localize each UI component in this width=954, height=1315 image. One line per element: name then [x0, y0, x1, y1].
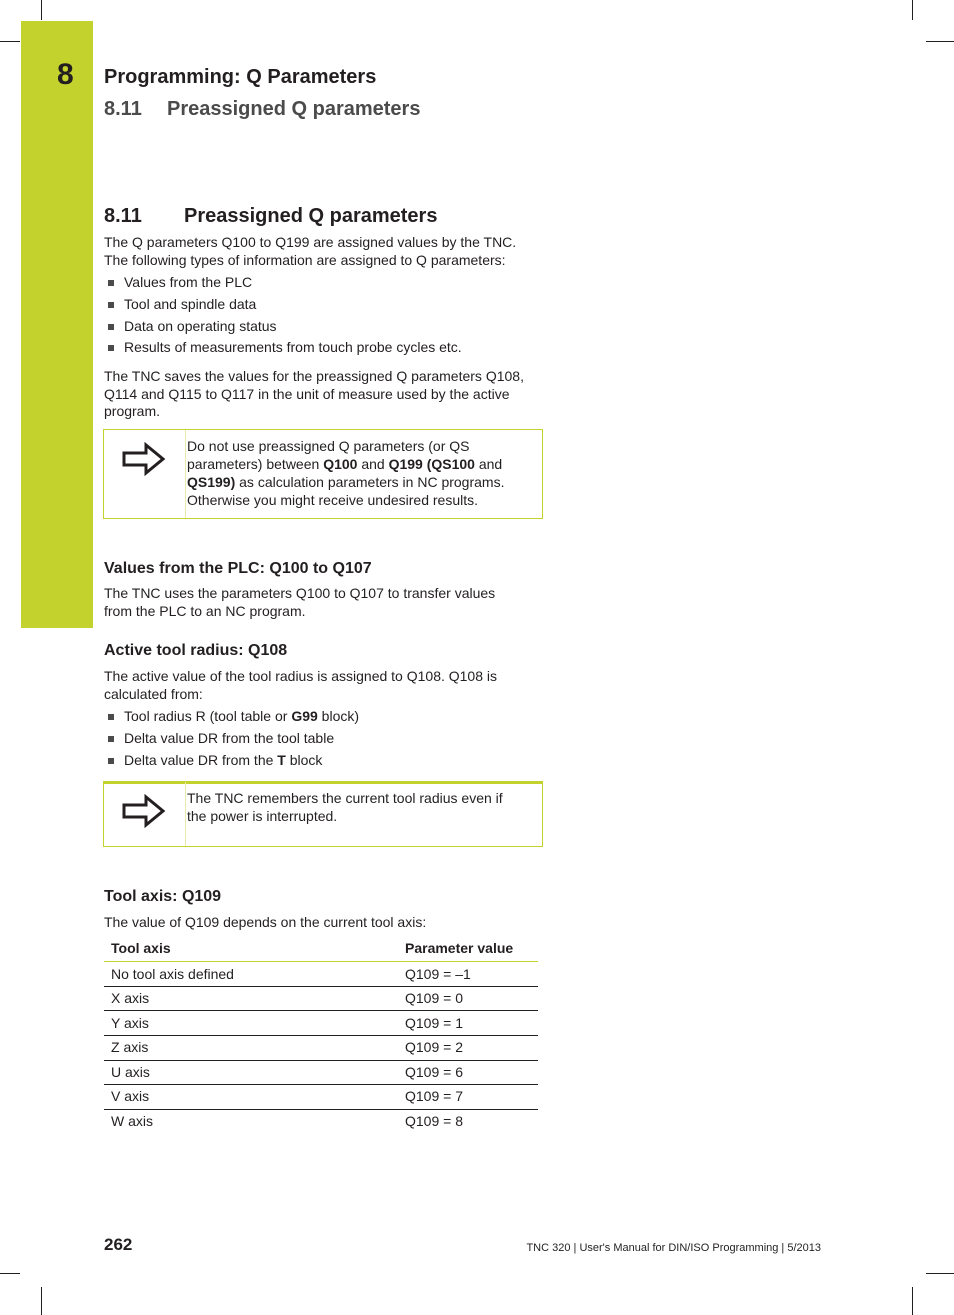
- axis-intro: The value of Q109 depends on the current tool axis:: [104, 914, 427, 930]
- crop-mark: [41, 0, 42, 20]
- crop-mark: [41, 1287, 42, 1315]
- note-divider: [185, 430, 186, 518]
- running-section-header: [104, 98, 420, 121]
- note-box: [103, 781, 543, 847]
- text-line: The TNC saves the values for the preassigned Q parameters Q108,: [104, 368, 524, 384]
- section-heading: [104, 205, 437, 228]
- crop-mark: [912, 0, 913, 20]
- text-line: Q114 and Q115 to Q117 in the unit of measure used by the active: [104, 385, 510, 402]
- crop-mark: [912, 1287, 913, 1315]
- crop-mark: [0, 1273, 20, 1274]
- bullet-square-icon: [108, 758, 114, 764]
- page-number: 262: [104, 1235, 133, 1254]
- column-header: Parameter value: [405, 940, 514, 956]
- text-line: program.: [104, 403, 161, 419]
- note-divider: [185, 782, 186, 846]
- table-row: Z axis Q109 = 2: [111, 1039, 463, 1055]
- running-section-title: Preassigned Q parameters: [167, 98, 421, 120]
- right-arrow-icon: [122, 442, 166, 476]
- plc-paragraph: The TNC uses the parameters Q100 to Q107 to transfer values from the PLC to an NC program.: [104, 585, 496, 619]
- table-row: No tool axis defined Q109 = –1: [111, 966, 471, 982]
- code-qs199: QS199): [187, 474, 236, 490]
- chapter-number: 8: [57, 58, 74, 91]
- bullet-square-icon: [108, 714, 114, 720]
- running-section-number: 8.11: [104, 98, 142, 120]
- column-header: Tool axis: [111, 940, 171, 956]
- bullet-square-icon: [108, 280, 114, 286]
- table-header: [104, 936, 538, 960]
- note-text: Do not use preassigned Q parameters (or QS parameters) between Q100 and Q199 (QS100 and QS199) as calculation parameters in NC programs. Otherwise you might receive undesired results.: [187, 438, 505, 508]
- intro-paragraph: [104, 234, 544, 269]
- chapter-tab: [21, 21, 93, 628]
- right-arrow-icon: [122, 794, 166, 828]
- crop-mark: [926, 41, 954, 42]
- footer-text: TNC 320 | User's Manual for DIN/ISO Programming | 5/2013: [526, 1242, 821, 1254]
- text-line: The following types of information are assigned to Q parameters:: [104, 251, 506, 268]
- note-text: The TNC remembers the current tool radius even if the power is interrupted.: [187, 790, 503, 824]
- table-row: V axis Q109 = 7: [111, 1088, 463, 1104]
- table-row: X axis Q109 = 0: [111, 990, 463, 1006]
- section-title: Preassigned Q parameters: [184, 205, 438, 227]
- table-row: Y axis Q109 = 1: [111, 1015, 463, 1031]
- subheading-axis: Tool axis: Q109: [104, 888, 222, 905]
- subheading-plc: Values from the PLC: Q100 to Q107: [104, 560, 372, 577]
- crop-mark: [926, 1273, 954, 1274]
- code-q199: Q199 (QS100: [388, 456, 475, 472]
- bullet-square-icon: [108, 736, 114, 742]
- bullet-square-icon: [108, 302, 114, 308]
- radius-paragraph: The active value of the tool radius is assigned to Q108. Q108 is calculated from:: [104, 668, 498, 702]
- bullet-square-icon: [108, 324, 114, 330]
- subheading-radius: Active tool radius: Q108: [104, 642, 288, 659]
- table-row: W axis Q109 = 8: [111, 1113, 463, 1129]
- text-line: The Q parameters Q100 to Q199 are assigned values by the TNC.: [104, 234, 517, 250]
- section-number: 8.11: [104, 205, 142, 227]
- table-row: U axis Q109 = 6: [111, 1064, 463, 1080]
- code-q100: Q100: [323, 456, 358, 472]
- bullet-square-icon: [108, 345, 114, 351]
- crop-mark: [0, 41, 20, 42]
- note-box: [103, 429, 543, 519]
- units-paragraph: [104, 368, 544, 421]
- chapter-title: Programming: Q Parameters: [104, 66, 377, 88]
